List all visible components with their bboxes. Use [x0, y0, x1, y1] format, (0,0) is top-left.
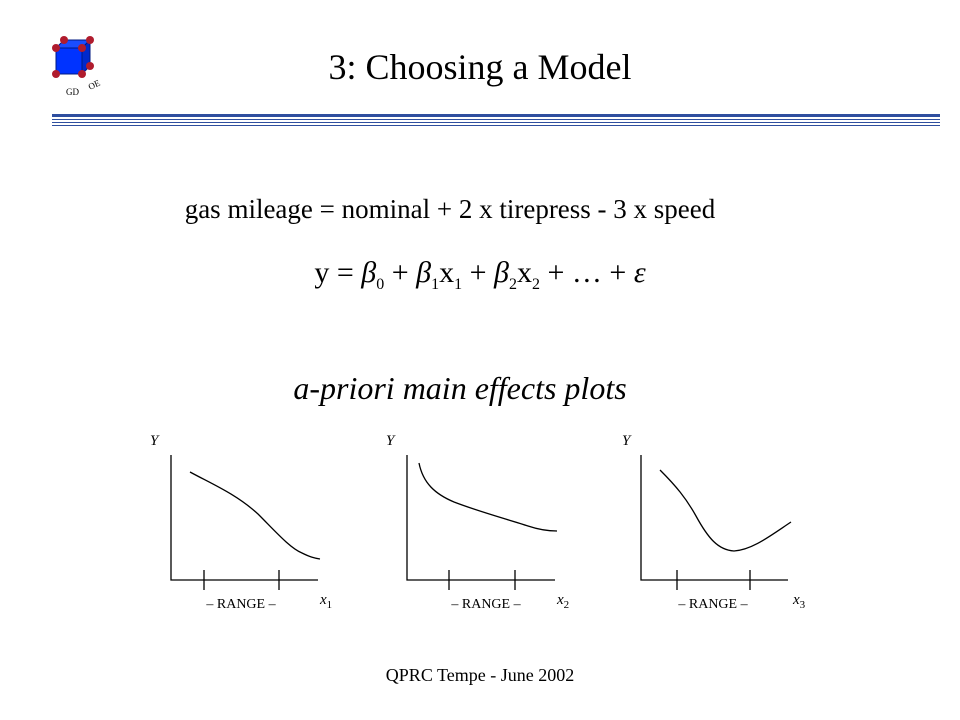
effect-curve — [419, 463, 557, 531]
plus-sign: + — [547, 256, 565, 289]
logo-text-oe: OE — [86, 77, 102, 92]
main-effect-plot-3 — [622, 433, 806, 612]
subscript-1: 1 — [454, 276, 463, 293]
axes — [407, 455, 555, 580]
y-axis-label: Y — [150, 433, 159, 449]
subscript-1: 1 — [431, 276, 440, 293]
plus-sign: + — [391, 256, 409, 289]
x-axis-label: $x_3$ — [793, 592, 806, 611]
y-axis-label: Y — [386, 433, 395, 449]
range-label: – RANGE – — [206, 597, 276, 612]
slide-title: 3: Choosing a Model — [328, 47, 632, 87]
y-axis-label: Y — [622, 433, 631, 449]
x-axis-label: $x_1$ — [320, 592, 333, 611]
subscript-2: 2 — [531, 276, 540, 293]
effect-curve — [190, 472, 320, 559]
logo-text-gd: GD — [66, 87, 79, 97]
main-effects-plots — [0, 420, 960, 630]
main-effect-plot-1 — [150, 433, 332, 612]
effect-curve — [660, 470, 791, 551]
epsilon-symbol: ε — [633, 256, 646, 289]
beta-symbol: β — [416, 256, 432, 289]
plots-subtitle: a-priori main effects plots — [293, 370, 627, 406]
linear-model-equation — [0, 255, 960, 303]
range-label: – RANGE – — [678, 597, 748, 612]
main-effect-plot-2 — [386, 433, 569, 612]
range-label: – RANGE – — [451, 597, 521, 612]
x-variable: x — [516, 256, 532, 289]
eq-lhs: y = — [314, 256, 354, 289]
ellipsis: … — [571, 256, 602, 289]
slide-footer: QPRC Tempe - June 2002 — [385, 665, 575, 685]
subscript-0: 0 — [376, 276, 385, 293]
x-variable: x — [439, 256, 455, 289]
beta-symbol: β — [494, 256, 509, 289]
gas-mileage-equation: gas mileage = nominal + 2 x tirepress - 3 x speed — [184, 194, 716, 224]
plus-sign: + — [469, 256, 487, 289]
plus-sign: + — [609, 256, 627, 289]
x-axis-label: $x_2$ — [557, 592, 570, 611]
title-divider — [52, 114, 940, 128]
subscript-2: 2 — [508, 276, 517, 293]
beta-symbol: β — [361, 256, 377, 289]
